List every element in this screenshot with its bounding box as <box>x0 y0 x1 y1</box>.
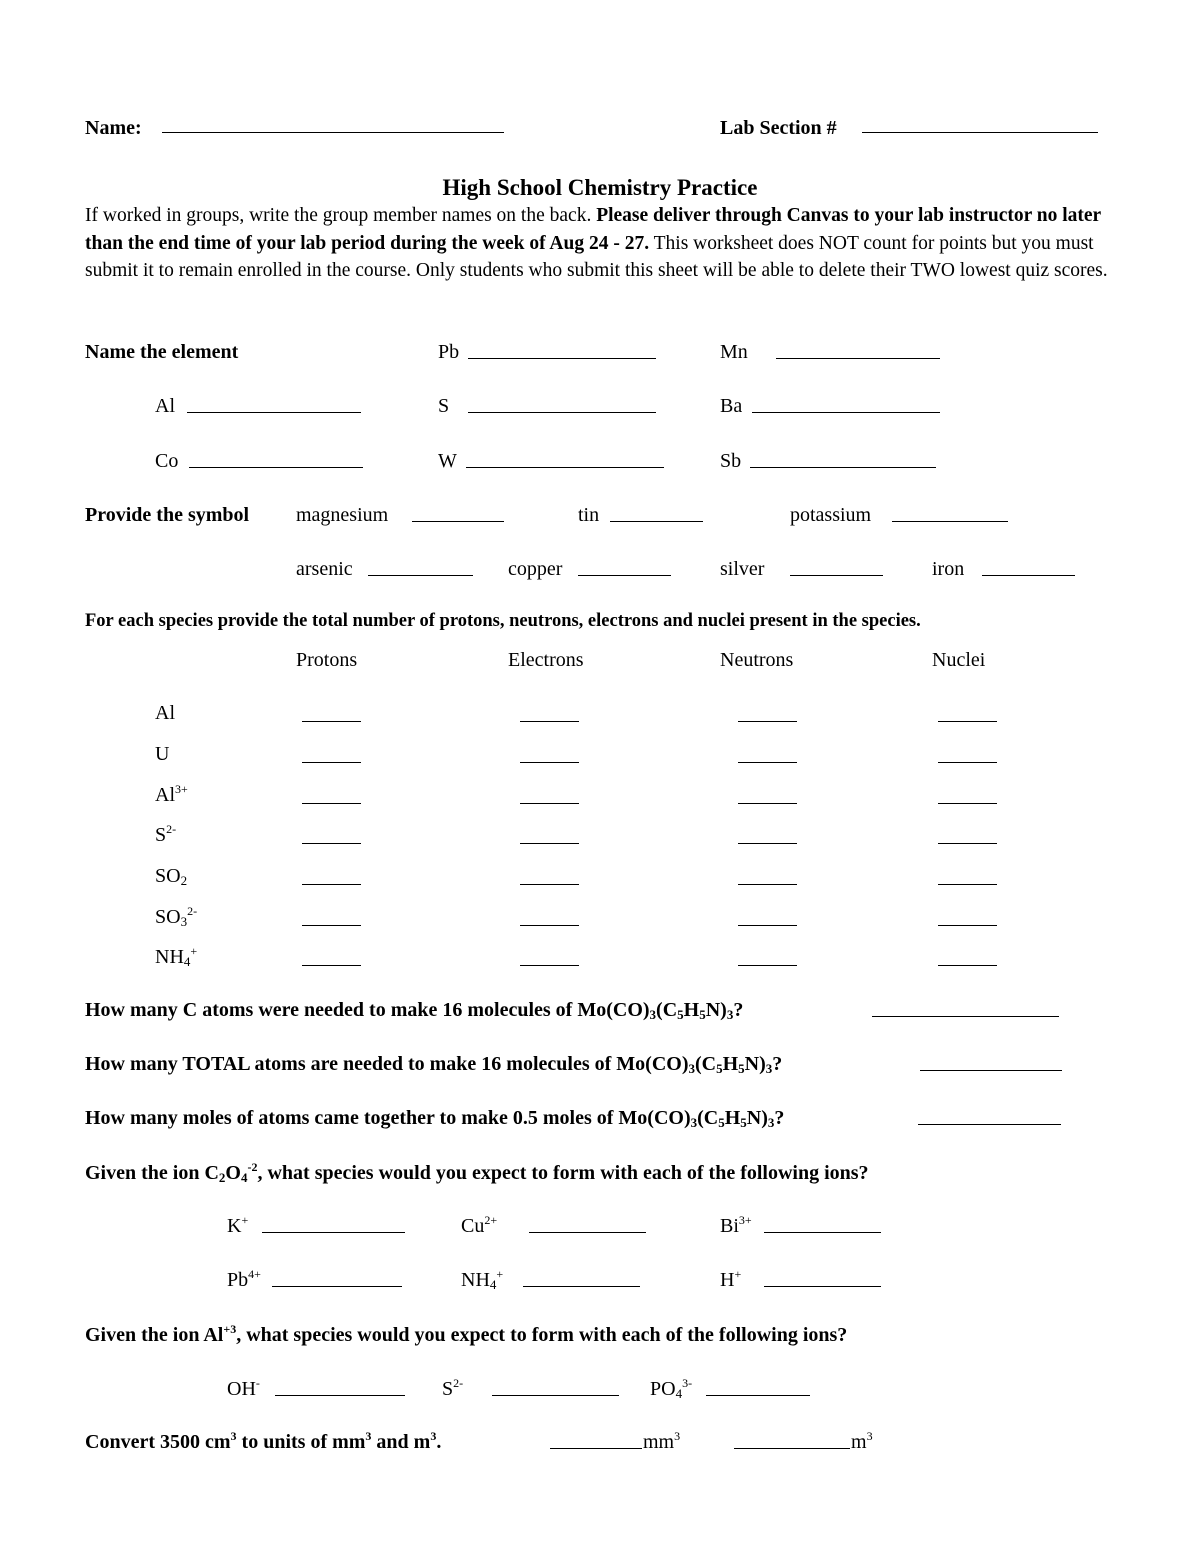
ion-formula: $Al^{+3}$ <box>203 1322 237 1346</box>
species-label: $SO_3^{2-}$ <box>155 904 198 929</box>
species-answer[interactable] <box>302 762 361 763</box>
ion-answer[interactable] <box>764 1286 881 1287</box>
answer-moles-atoms[interactable] <box>918 1124 1061 1125</box>
instructions <box>85 202 1125 285</box>
question-text: How many C atoms were needed to make 16 molecules of <box>85 999 573 1021</box>
answer-mm3[interactable] <box>550 1448 642 1449</box>
element-symbol: Mn <box>720 341 748 363</box>
species-answer[interactable] <box>302 721 361 722</box>
element-item <box>155 394 175 418</box>
question-oxalate <box>85 1161 869 1185</box>
symbol-answer[interactable] <box>790 575 883 576</box>
element-item <box>438 340 459 364</box>
ion-answer[interactable] <box>492 1395 619 1396</box>
question-text: How many moles of atoms came together to make 0.5 moles of <box>85 1107 614 1129</box>
species-answer[interactable] <box>938 721 997 722</box>
element-symbol: Pb <box>438 341 460 363</box>
element-name: silver <box>720 558 765 580</box>
question-text: , what species would you expect to form with each of the following ions? <box>236 1324 848 1346</box>
species-answer[interactable] <box>520 925 579 926</box>
element-name: copper <box>508 558 563 580</box>
ion-answer[interactable] <box>275 1395 405 1396</box>
symbol-answer[interactable] <box>368 575 473 576</box>
species-label: $Al^{3+}$ <box>155 782 188 806</box>
question-text: , what species would you expect to form with each of the following ions? <box>257 1162 869 1184</box>
species-answer[interactable] <box>938 925 997 926</box>
species-answer[interactable] <box>938 843 997 844</box>
element-name: potassium <box>790 504 872 526</box>
element-symbol: Al <box>155 395 175 417</box>
ion-label: $NH_4^+$ <box>461 1267 504 1292</box>
species-answer[interactable] <box>738 843 797 844</box>
answer-m3[interactable] <box>734 1448 850 1449</box>
ion-label: OH- <box>227 1376 260 1400</box>
symbol-answer[interactable] <box>982 575 1075 576</box>
symbol-answer[interactable] <box>610 521 703 522</box>
element-name: iron <box>932 558 965 580</box>
element-name: magnesium <box>296 504 389 526</box>
species-answer[interactable] <box>520 721 579 722</box>
name-field[interactable] <box>162 132 504 133</box>
species-answer[interactable] <box>302 803 361 804</box>
element-answer[interactable] <box>187 412 361 413</box>
ion-answer[interactable] <box>764 1232 881 1233</box>
species-answer[interactable] <box>738 965 797 966</box>
species-answer[interactable] <box>520 803 579 804</box>
species-answer[interactable] <box>738 884 797 885</box>
ion-answer[interactable] <box>529 1232 646 1233</box>
ion-answer[interactable] <box>272 1286 402 1287</box>
name-element-label: Name the element <box>85 341 239 363</box>
element-symbol: S <box>438 395 450 417</box>
symbol-answer[interactable] <box>578 575 671 576</box>
ion-label: $PO_4^{3-}$ <box>650 1376 693 1401</box>
ion-answer[interactable] <box>523 1286 640 1287</box>
ion-label: $Bi^{3+}$ <box>720 1213 752 1237</box>
element-symbol: Sb <box>720 450 742 472</box>
ion-label: K+ <box>227 1213 249 1237</box>
species-answer[interactable] <box>520 965 579 966</box>
symbol-answer[interactable] <box>892 521 1008 522</box>
unit-mm3: $mm^3$ <box>643 1429 681 1453</box>
column-header: Protons <box>296 649 358 671</box>
column-header: Neutrons <box>720 649 794 671</box>
column-header: Electrons <box>508 649 584 671</box>
ion-label: $Pb^{4+}$ <box>227 1267 261 1291</box>
species-label: Al <box>155 702 175 724</box>
species-answer[interactable] <box>938 965 997 966</box>
element-item <box>720 449 741 473</box>
ion-answer[interactable] <box>262 1232 405 1233</box>
formula: $Mo(CO)_3(C_5H_5N)_3$? <box>618 1107 785 1130</box>
element-item <box>438 394 449 418</box>
species-answer[interactable] <box>302 965 361 966</box>
species-answer[interactable] <box>738 803 797 804</box>
ion-formula: $C_2O_4^{-2}$ <box>204 1160 258 1185</box>
column-header: Nuclei <box>932 649 986 671</box>
element-answer[interactable] <box>466 467 664 468</box>
species-answer[interactable] <box>938 803 997 804</box>
symbol-answer[interactable] <box>412 521 504 522</box>
element-answer[interactable] <box>468 412 656 413</box>
question-total-atoms <box>85 1052 782 1076</box>
element-name: arsenic <box>296 558 353 580</box>
answer-total-atoms[interactable] <box>920 1070 1062 1071</box>
instructions-deadline: Please deliver through Canvas to your lab instructor no later than the end time of your lab period during the week of Aug 24 - 27. <box>85 205 1101 254</box>
name-label: Name: <box>85 117 142 139</box>
species-question: For each species provide the total number of protons, neutrons, electrons and nuclei present in the species. <box>85 611 921 631</box>
element-answer[interactable] <box>468 358 656 359</box>
element-symbol: W <box>438 450 457 472</box>
ion-label: $Cu^{2+}$ <box>461 1213 498 1237</box>
question-c-atoms <box>85 998 743 1022</box>
element-answer[interactable] <box>750 467 936 468</box>
element-answer[interactable] <box>776 358 940 359</box>
ion-label: H+ <box>720 1267 742 1291</box>
species-label: $NH_4^+$ <box>155 944 198 969</box>
element-item <box>720 394 742 418</box>
unit-m3: $m^3$ <box>851 1429 873 1453</box>
species-answer[interactable] <box>520 884 579 885</box>
question-moles-atoms <box>85 1106 784 1130</box>
species-answer[interactable] <box>738 925 797 926</box>
provide-symbol-label: Provide the symbol <box>85 504 250 526</box>
instructions-part2: This worksheet does NOT count for points but you must submit it to remain enrolled in the course. Only students who submit this sheet will be able to delete their TWO lowest quiz scores. <box>85 232 1108 281</box>
species-answer[interactable] <box>520 843 579 844</box>
ion-label: $S^{2-}$ <box>442 1376 464 1400</box>
species-answer[interactable] <box>302 925 361 926</box>
ion-answer[interactable] <box>706 1395 810 1396</box>
element-answer[interactable] <box>189 467 363 468</box>
element-item <box>720 340 748 364</box>
lab-section-label: Lab Section # <box>720 117 837 139</box>
element-item <box>438 449 457 473</box>
element-answer[interactable] <box>752 412 940 413</box>
species-answer[interactable] <box>938 884 997 885</box>
formula: $Mo(CO)_3(C_5H_5N)_3$? <box>616 1053 783 1076</box>
species-label: $S^{2-}$ <box>155 822 177 846</box>
element-name: tin <box>578 504 600 526</box>
formula: $Mo(CO)_3(C_5H_5N)_3$? <box>577 999 744 1022</box>
lab-section-field[interactable] <box>862 132 1098 133</box>
species-answer[interactable] <box>938 762 997 763</box>
answer-c-atoms[interactable] <box>872 1016 1059 1017</box>
question-text: Given the ion <box>85 1162 200 1184</box>
species-label: $SO_2$ <box>155 865 188 888</box>
element-symbol: Ba <box>720 395 743 417</box>
element-item <box>155 449 178 473</box>
species-label: U <box>155 743 170 765</box>
question-text: How many TOTAL atoms are needed to make 16 molecules of <box>85 1053 612 1075</box>
species-answer[interactable] <box>302 884 361 885</box>
page-title: High School Chemistry Practice <box>442 175 758 200</box>
instructions-part1: If worked in groups, write the group member names on the back. <box>85 205 592 226</box>
species-answer[interactable] <box>520 762 579 763</box>
element-symbol: Co <box>155 450 179 472</box>
species-answer[interactable] <box>738 762 797 763</box>
question-text: Given the ion <box>85 1324 200 1346</box>
species-answer[interactable] <box>302 843 361 844</box>
question-convert: Convert 3500 $cm^3$ to units of $mm^3$ and $m^3$. <box>85 1429 442 1453</box>
species-answer[interactable] <box>738 721 797 722</box>
question-aluminum <box>85 1323 847 1347</box>
